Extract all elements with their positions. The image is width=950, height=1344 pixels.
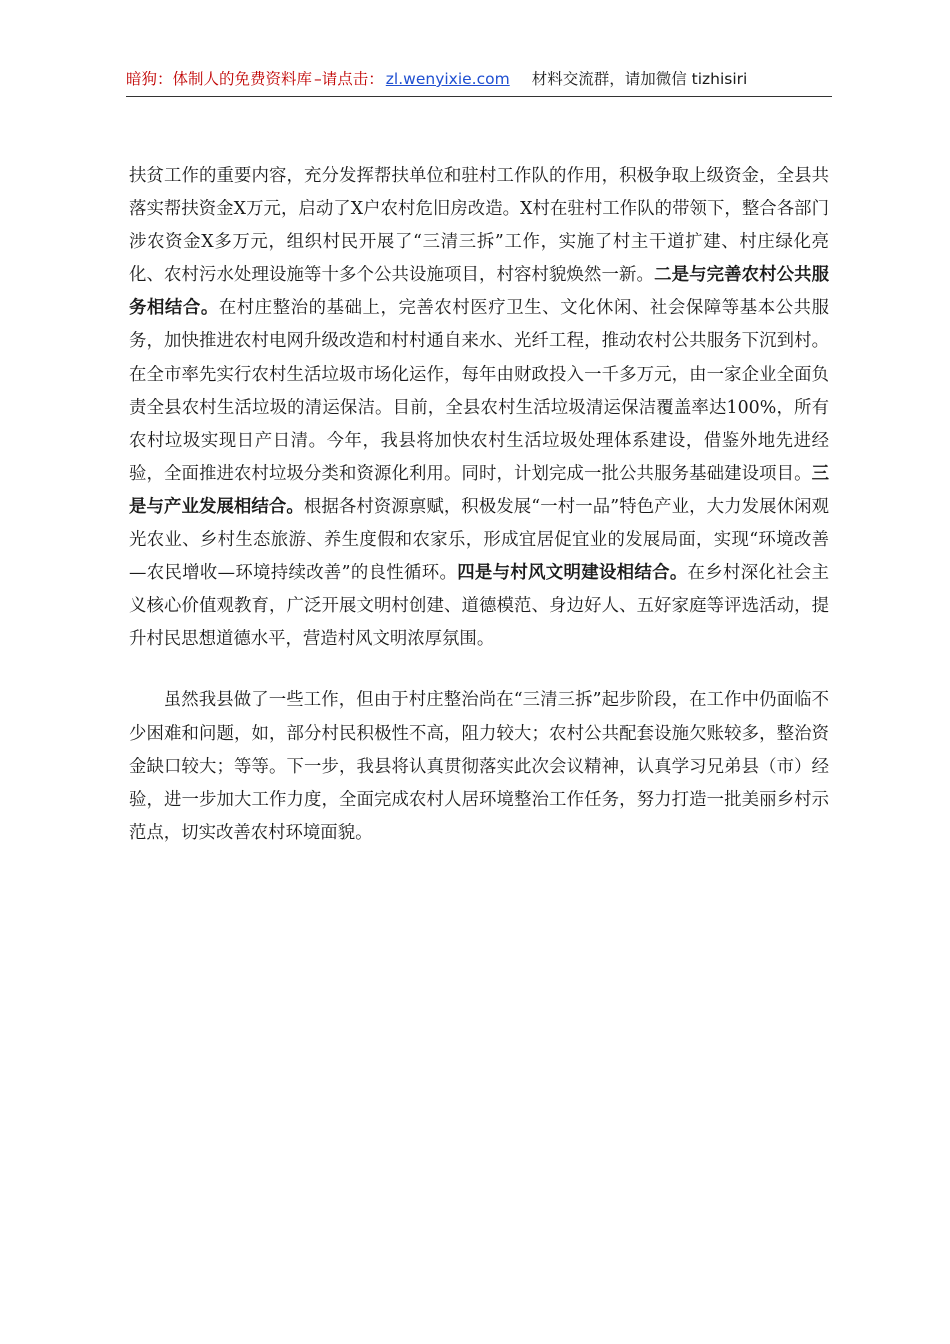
paragraph-1-text-1: 扶贫工作的重要内容，充分发挥帮扶单位和驻村工作队的作用，积极争取上级资金，全县共落实帮扶资金X万元，启动了X户农村危旧房改造。X村在驻村工作队的带领下，整合各部门涉农资金X多万元，组织村民开展了“三清三拆”工作，实施了村主干道扩建、村庄绿化亮化、农村污水处理设施等十多个公共设施项目，村容村貌焕然一新。: [129, 166, 829, 286]
paragraph-1: [129, 160, 829, 656]
paragraph-2: [129, 684, 829, 849]
paragraph-1-heading-4: 四是与村风文明建设相结合。: [457, 563, 688, 584]
paragraph-1-text-3: 根据各村资源禀赋，积极发展“一村一品”特色产业，大力发展休闲观光农业、乡村生态旅游、养生度假和农家乐，形成宜居促宜业的发展局面，实现“环境改善—农民增收—环境持续改善”的良性循环。: [129, 496, 829, 584]
paragraph-1-heading-3: 三是与产业发展相结合。: [129, 463, 829, 517]
paragraph-1-text-4: 在乡村深化社会主义核心价值观教育，广泛开展文明村创建、道德模范、身边好人、五好家庭等评选活动，提升村民思想道德水平，营造村风文明浓厚氛围。: [129, 563, 829, 650]
page-header: [126, 66, 832, 97]
header-brand: 暗狗：体制人的免费资料库: [126, 70, 313, 88]
header-contact: 材料交流群，请加微信 tizhisiri: [531, 70, 748, 88]
document-body: [129, 160, 829, 850]
paragraph-2-text: 虽然我县做了一些工作，但由于村庄整治尚在“三清三拆”起步阶段，在工作中仍面临不少困难和问题，如，部分村民积极性不高，阻力较大；农村公共配套设施欠账较多，整治资金缺口较大；等等。下一步，我县将认真贯彻落实此次会议精神，认真学习兄弟县（市）经验，进一步加大工作力度，全面完成农村人居环境整治工作任务，努力打造一批美丽乡村示范点，切实改善农村环境面貌。: [129, 690, 829, 843]
paragraph-1-heading-2: 二是与完善农村公共服务相结合。: [129, 265, 829, 319]
header-link[interactable]: zl.wenyixie.com: [385, 70, 510, 88]
header-click-prompt: –请点击：: [314, 70, 384, 88]
paragraph-1-text-2: 在村庄整治的基础上，完善农村医疗卫生、文化休闲、社会保障等基本公共服务，加快推进农村电网升级改造和村村通自来水、光纤工程，推动农村公共服务下沉到村。在全市率先实行农村生活垃圾市场化运作，每年由财政投入一千多万元，由一家企业全面负责全县农村生活垃圾的清运保洁。目前，全县农村生活垃圾清运保洁覆盖率达100%，所有农村垃圾实现日产日清。今年，我县将加快农村生活垃圾处理体系建设，借鉴外地先进经验，全面推进农村垃圾分类和资源化利用。同时，计划完成一批公共服务基础建设项目。: [129, 298, 829, 484]
